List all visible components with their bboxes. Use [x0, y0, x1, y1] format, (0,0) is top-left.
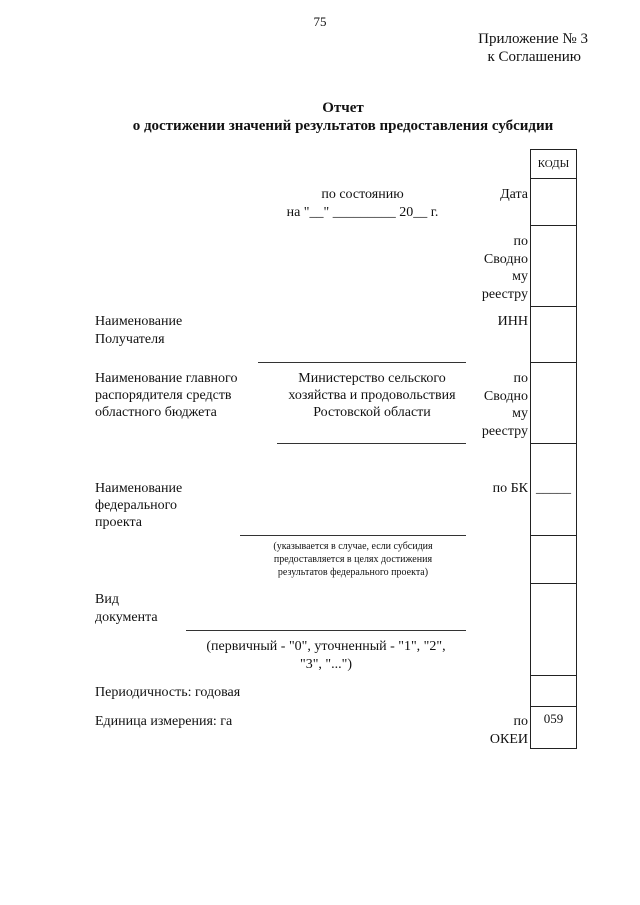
fed-project-note-2: предоставляется в целях достижения: [273, 554, 433, 565]
date-label: Дата: [500, 187, 528, 202]
doc-type-underline: [186, 630, 466, 631]
grbs-underline: [277, 443, 466, 444]
grbs-value-2: хозяйства и продовольствия: [288, 388, 456, 403]
recipient-label-2: Получателя: [95, 332, 165, 347]
okei-code: 059: [543, 711, 564, 726]
fed-project-note-1: (указывается в случае, если субсидия: [273, 541, 433, 552]
grbs-label-3: областного бюджета: [95, 405, 217, 420]
fed-project-label-1: Наименование: [95, 481, 183, 496]
fed-project-label-3: проекта: [95, 515, 142, 530]
fed-project-note-3: результатов федерального проекта): [277, 567, 429, 578]
doc-type-label-1: Вид: [95, 592, 119, 607]
bk-label: по БК: [492, 481, 528, 496]
fed-project-underline: [240, 535, 466, 536]
svod-1-label-1: по: [513, 234, 528, 249]
doc-type-note-1: (первичный - "0", уточненный - "1", "2",: [206, 639, 446, 654]
code-cell-svod-1[interactable]: [530, 226, 577, 307]
annex-line-1: Приложение № 3: [478, 31, 588, 47]
svod-2-label-2: Сводно: [483, 389, 528, 404]
page-number: 75: [313, 14, 327, 29]
fed-project-label-2: федерального: [95, 498, 178, 513]
code-cell-svod-2[interactable]: [530, 363, 577, 444]
grbs-value-1: Министерство сельского: [298, 371, 446, 386]
codes-header: КОДЫ: [537, 158, 570, 170]
svod-2-label-4: реестру: [481, 424, 528, 439]
svod-1-label-3: му: [512, 269, 528, 284]
inn-label: ИНН: [497, 314, 528, 329]
codes-header-cell: [530, 149, 577, 179]
doc-type-label-2: документа: [95, 610, 158, 625]
report-title: Отчет: [322, 100, 364, 116]
code-cell-okei[interactable]: [530, 707, 577, 749]
recipient-label-1: Наименование: [95, 314, 183, 329]
svod-2-label-3: му: [512, 406, 528, 421]
unit-of-measure: Единица измерения: га: [95, 714, 233, 729]
bk-line: _____: [536, 481, 571, 496]
periodicity: Периодичность: годовая: [95, 685, 241, 700]
code-cell-blank-1[interactable]: [530, 536, 577, 584]
report-subtitle: о достижении значений результатов предоставления субсидии: [132, 118, 554, 134]
code-cell-inn[interactable]: [530, 307, 577, 363]
grbs-label-2: распорядителя средств: [95, 388, 232, 403]
code-cell-date[interactable]: [530, 179, 577, 226]
okei-label-1: по: [513, 714, 528, 729]
svod-2-label-1: по: [513, 371, 528, 386]
doc-type-note-2: "3", "..."): [299, 657, 353, 672]
svod-1-label-4: реестру: [481, 287, 528, 302]
grbs-label-1: Наименование главного: [95, 371, 238, 386]
as-of-label: по состоянию: [321, 187, 404, 202]
code-cell-periodicity[interactable]: [530, 676, 577, 707]
code-cell-doc-type[interactable]: [530, 584, 577, 676]
as-of-date: на "__" _________ 20__ г.: [286, 205, 439, 220]
annex-line-2: к Соглашению: [487, 49, 581, 65]
okei-label-2: ОКЕИ: [489, 732, 528, 747]
svod-1-label-2: Сводно: [483, 252, 528, 267]
grbs-value-3: Ростовской области: [313, 405, 431, 420]
recipient-underline: [258, 362, 466, 363]
